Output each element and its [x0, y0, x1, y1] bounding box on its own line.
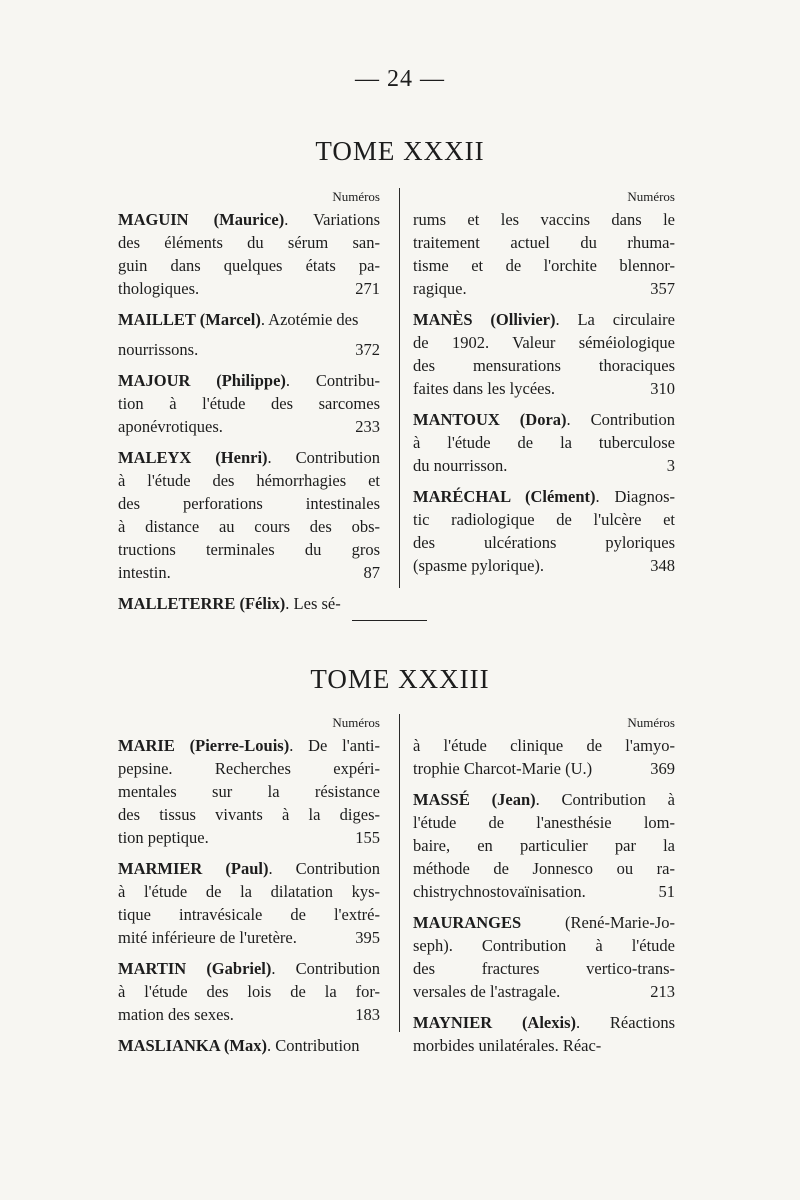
entry-text-line: à l'étude de la tuberculose	[413, 433, 675, 452]
entry-last-line	[413, 880, 675, 903]
entry-text-line: à l'étude de la dilatation kys-	[118, 882, 380, 901]
column-divider	[399, 188, 400, 588]
entry-text-line: MASLIANKA (Max). Contribution	[118, 1036, 360, 1055]
entry-text-line: MAJOUR (Philippe). Contribu-	[118, 371, 380, 390]
index-entry	[413, 208, 675, 300]
entry-number: 369	[650, 759, 675, 778]
entry-text-line: MAILLET (Marcel). Azotémie des	[118, 310, 359, 329]
entry-last-line	[118, 561, 380, 584]
index-entry	[413, 788, 675, 903]
entry-text-line: du nourrisson.	[413, 456, 508, 475]
tome-xxxii-title: TOME XXXII	[315, 136, 485, 166]
entry-last-line	[118, 592, 380, 615]
author-name: MALEYX (Henri)	[118, 448, 268, 467]
author-name: MARIE (Pierre-Louis)	[118, 736, 290, 755]
entry-text-line: MARIE (Pierre-Louis). De l'anti-	[118, 736, 380, 755]
entry-text-line: des mensurations thoraciques	[413, 356, 675, 375]
author-name: MAJOUR (Philippe)	[118, 371, 286, 390]
entry-text-line: méthode de Jonnesco ou ra-	[413, 859, 675, 878]
index-entry	[118, 1034, 380, 1057]
entry-text-line: MAYNIER (Alexis). Réactions	[413, 1013, 675, 1032]
entry-last-line	[118, 926, 380, 949]
entry-text-line: tructions terminales du gros	[118, 540, 380, 559]
entry-text-line: nourrissons.	[118, 340, 199, 359]
entry-number: 348	[650, 556, 675, 575]
entry-last-line	[118, 338, 380, 361]
entry-text-line: versales de l'astragale.	[413, 982, 561, 1001]
entry-text-line: MARTIN (Gabriel). Contribution	[118, 959, 381, 978]
entry-text-line: MASSÉ (Jean). Contribution à	[413, 790, 675, 809]
entry-number: 3	[666, 456, 675, 475]
page-number: — 24 —	[355, 66, 445, 92]
entry-last-line	[413, 377, 675, 400]
entry-text-line: seph). Contribution à l'étude	[413, 936, 675, 955]
entry-last-line	[118, 415, 380, 438]
entry-number: 310	[650, 379, 675, 398]
index-entry	[118, 208, 380, 300]
entry-text-line: traitement actuel du rhuma-	[413, 233, 675, 252]
numeros-header: Numéros	[332, 189, 380, 204]
entry-text-line: mité inférieure de l'uretère.	[118, 928, 297, 947]
entry-text-line: faites dans les lycées.	[413, 379, 556, 398]
author-name: MASSÉ (Jean)	[413, 790, 536, 809]
entry-last-line	[413, 1034, 675, 1057]
entry-text-line: baire, en particulier par la	[413, 836, 675, 855]
author-name: MANTOUX (Dora)	[413, 410, 567, 429]
entry-text-line: tisme et de l'orchite blennor-	[413, 256, 675, 275]
entry-text-line: à l'étude clinique de l'amyo-	[413, 736, 675, 755]
entry-text-line: mation des sexes.	[118, 1005, 234, 1024]
index-entry	[118, 857, 380, 949]
index-entry	[118, 446, 380, 584]
entry-text-line: guin dans quelques états pa-	[118, 256, 380, 275]
entry-text-line: (spasme pylorique).	[413, 556, 545, 575]
author-name: MAURANGES	[413, 913, 522, 932]
author-name: MAYNIER (Alexis)	[413, 1013, 577, 1032]
index-entry	[118, 734, 380, 849]
section-separator	[352, 620, 427, 621]
index-entry	[118, 308, 380, 331]
entry-text-line: MARMIER (Paul). Contribution	[118, 859, 380, 878]
entry-text-line: des éléments du sérum san-	[118, 233, 380, 252]
author-name: MASLIANKA (Max)	[118, 1036, 267, 1055]
author-name: MAILLET (Marcel)	[118, 310, 261, 329]
numeros-header: Numéros	[627, 189, 675, 204]
entry-text-line: aponévrotiques.	[118, 417, 223, 436]
entry-text-line: MAGUIN (Maurice). Variations	[118, 210, 381, 229]
index-entry	[118, 369, 380, 438]
index-entry	[413, 1011, 675, 1057]
entry-text-line: de 1902. Valeur séméiologique	[413, 333, 675, 352]
author-name: MARMIER (Paul)	[118, 859, 269, 878]
entry-text-line: des ulcérations pyloriques	[413, 533, 675, 552]
entry-last-line	[413, 980, 675, 1003]
index-entry	[118, 592, 380, 615]
index-entry	[413, 734, 675, 780]
entry-text-line: mentales sur la résistance	[118, 782, 380, 801]
entry-text-line: intestin.	[118, 563, 171, 582]
index-entry	[118, 338, 380, 361]
entry-number: 233	[355, 417, 380, 436]
entry-text-line: pepsine. Recherches expéri-	[118, 759, 380, 778]
tome-xxxiii-title: TOME XXXIII	[310, 664, 490, 694]
index-entry	[413, 308, 675, 400]
tome-xxxiii-right-column	[413, 714, 675, 1065]
entry-last-line	[118, 1034, 380, 1057]
index-entry	[413, 408, 675, 477]
entry-text-line: MALEYX (Henri). Contribution	[118, 448, 380, 467]
entry-text-line: à l'étude des lois de la for-	[118, 982, 380, 1001]
entry-number: 183	[355, 1005, 380, 1024]
entry-text-line: trophie Charcot-Marie (U.)	[413, 759, 593, 778]
entry-text-line: des tissus vivants à la diges-	[118, 805, 380, 824]
entry-last-line	[413, 277, 675, 300]
entry-text-line: chistrychnostovaïnisation.	[413, 882, 586, 901]
entry-text-line: tion à l'étude des sarcomes	[118, 394, 380, 413]
entry-last-line	[413, 554, 675, 577]
entry-last-line	[118, 277, 380, 300]
author-name: MANÈS (Ollivier)	[413, 310, 556, 329]
tome-xxxii-right-column	[413, 188, 675, 585]
index-entry	[118, 957, 380, 1026]
entry-number: 271	[355, 279, 380, 298]
entry-text-line: morbides unilatérales. Réac-	[413, 1036, 602, 1055]
entry-last-line	[118, 1003, 380, 1026]
entry-text-line: tion peptique.	[118, 828, 209, 847]
entry-number: 372	[355, 340, 380, 359]
entry-number: 87	[363, 563, 380, 582]
entry-last-line	[118, 826, 380, 849]
entry-text-line: à l'étude des hémorrhagies et	[118, 471, 380, 490]
entry-text-line: ragique.	[413, 279, 467, 298]
entry-text-line: MARÉCHAL (Clément). Diagnos-	[413, 487, 675, 506]
entry-text-line: MANÈS (Ollivier). La circulaire	[413, 310, 675, 329]
index-entry	[413, 911, 675, 1003]
entry-text-line: tique intravésicale de l'extré-	[118, 905, 380, 924]
entry-text-line: tic radiologique de l'ulcère et	[413, 510, 675, 529]
tome-xxxii-left-column	[118, 188, 380, 622]
entry-number: 357	[650, 279, 675, 298]
numeros-header: Numéros	[627, 715, 675, 730]
entry-last-line	[413, 757, 675, 780]
author-name: MARÉCHAL (Clément)	[413, 487, 596, 506]
column-divider	[399, 714, 400, 1032]
entry-number: 155	[355, 828, 380, 847]
entry-text-line: MAURANGES (René-Marie-Jo-	[413, 913, 675, 932]
entry-text-line: MALLETERRE (Félix). Les sé-	[118, 594, 341, 613]
entry-number: 51	[658, 882, 675, 901]
entry-text-line: à distance au cours des obs-	[118, 517, 380, 536]
entry-text-line: MANTOUX (Dora). Contribution	[413, 410, 675, 429]
tome-xxxiii-left-column	[118, 714, 380, 1064]
author-name: MALLETERRE (Félix)	[118, 594, 286, 613]
entry-text-line: des perforations intestinales	[118, 494, 380, 513]
index-entry	[413, 485, 675, 577]
entry-text-line: l'étude de l'anesthésie lom-	[413, 813, 675, 832]
author-name: MAGUIN (Maurice)	[118, 210, 285, 229]
entry-number: 395	[355, 928, 380, 947]
entry-text-line: des fractures vertico-trans-	[413, 959, 675, 978]
author-name: MARTIN (Gabriel)	[118, 959, 272, 978]
numeros-header: Numéros	[332, 715, 380, 730]
entry-last-line	[413, 454, 675, 477]
entry-text-line: rums et les vaccins dans le	[413, 210, 675, 229]
entry-last-line	[118, 308, 380, 331]
entry-number: 213	[650, 982, 675, 1001]
entry-text-line: thologiques.	[118, 279, 200, 298]
